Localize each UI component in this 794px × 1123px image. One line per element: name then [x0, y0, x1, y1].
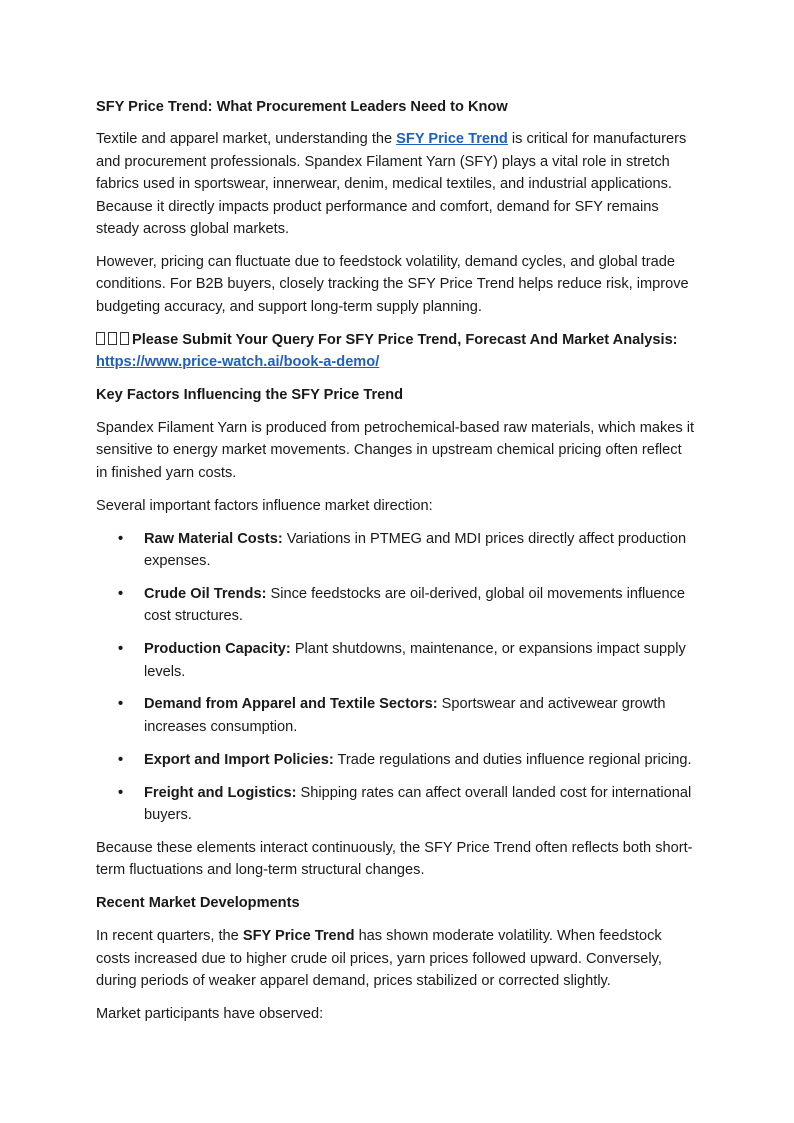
bullet-marker: •: [118, 530, 124, 547]
list-item-term: Raw Material Costs:: [144, 530, 283, 547]
bullet-marker: •: [118, 784, 124, 801]
list-item: [96, 528, 696, 573]
list-item-term: Production Capacity:: [144, 641, 291, 658]
intro-text-start: Textile and apparel market, understanding the: [96, 131, 397, 148]
observations-intro-paragraph: Market participants have observed:: [96, 1005, 324, 1022]
factors-list: [96, 528, 696, 827]
bullet-marker: •: [118, 641, 124, 658]
intro-text-end: is critical for manufacturers and procurement professionals. Spandex Filament Yarn (SFY) plays a vital role in stretch fabrics used in sportswear, innerwear, denim, medical textiles, and industrial applications. Because it directly impacts product performance and comfort, demand for SFY remains steady across global markets.: [96, 131, 687, 238]
list-item-text: Variations in PTMEG and MDI prices directly affect production expenses.: [144, 530, 687, 569]
bullet-marker: •: [118, 751, 124, 768]
unknown-glyph-icon: [108, 332, 117, 345]
list-item: [96, 749, 696, 771]
list-item: [96, 693, 696, 738]
interaction-paragraph: Because these elements interact continuously, the SFY Price Trend often reflects both short-term fluctuations and long-term structural changes.: [96, 839, 693, 879]
query-callout: [96, 329, 696, 374]
key-factors-paragraph: Spandex Filament Yarn is produced from petrochemical-based raw materials, which makes it sensitive to energy market movements. Changes in upstream chemical pricing often reflect in finished yarn costs.: [96, 419, 695, 481]
list-item-text: Since feedstocks are oil-derived, global oil movements influence cost structures.: [144, 585, 686, 625]
list-item: [96, 638, 696, 683]
section-heading-recent-developments: Recent Market Developments: [96, 895, 300, 912]
pricing-paragraph: However, pricing can fluctuate due to feedstock volatility, demand cycles, and global trade conditions. For B2B buyers, closely tracking the SFY Price Trend helps reduce risk, improve budgeting accuracy, and support long-term supply planning.: [96, 253, 689, 315]
list-item-term: Export and Import Policies:: [144, 751, 334, 768]
query-callout-text: Please Submit Your Query For SFY Price Trend, Forecast And Market Analysis:: [132, 331, 678, 348]
factors-intro-paragraph: Several important factors influence market direction:: [96, 497, 433, 514]
list-item: [96, 583, 696, 628]
bullet-marker: •: [118, 696, 124, 713]
list-item: [96, 782, 696, 827]
recent-developments-paragraph: [96, 925, 696, 992]
bullet-marker: •: [118, 585, 124, 602]
list-item-term: Crude Oil Trends:: [144, 585, 267, 602]
document-page: [96, 96, 696, 1036]
book-demo-link[interactable]: [96, 354, 379, 370]
recent-text-end: has shown moderate volatility. When feedstock costs increased due to higher crude oil prices, yarn prices followed upward. Conversely, during periods of weaker apparel demand, prices stabilized or corrected slightly.: [96, 928, 662, 989]
list-item-text: Trade regulations and duties influence regional pricing.: [333, 751, 692, 768]
list-item-term: Demand from Apparel and Textile Sectors:: [144, 696, 438, 713]
unknown-glyph-icon: [96, 332, 105, 345]
book-demo-url: https://www.price-watch.ai/book-a-demo/: [96, 354, 380, 371]
intro-paragraph: [96, 128, 696, 240]
recent-text-start: In recent quarters, the: [96, 928, 243, 945]
recent-text-bold: SFY Price Trend: [242, 928, 355, 945]
list-item-term: Freight and Logistics:: [144, 784, 297, 801]
sfy-price-trend-link[interactable]: SFY Price Trend: [396, 131, 508, 148]
document-title: SFY Price Trend: What Procurement Leaders Need to Know: [96, 99, 508, 115]
list-item-text: Shipping rates can affect overall landed cost for international buyers.: [144, 784, 692, 824]
unknown-glyph-icon: [120, 332, 129, 345]
list-item-text: Plant shutdowns, maintenance, or expansions impact supply levels.: [144, 641, 686, 680]
section-heading-key-factors: Key Factors Influencing the SFY Price Trend: [96, 386, 404, 403]
list-item-text: Sportswear and activewear growth increases consumption.: [144, 696, 666, 735]
